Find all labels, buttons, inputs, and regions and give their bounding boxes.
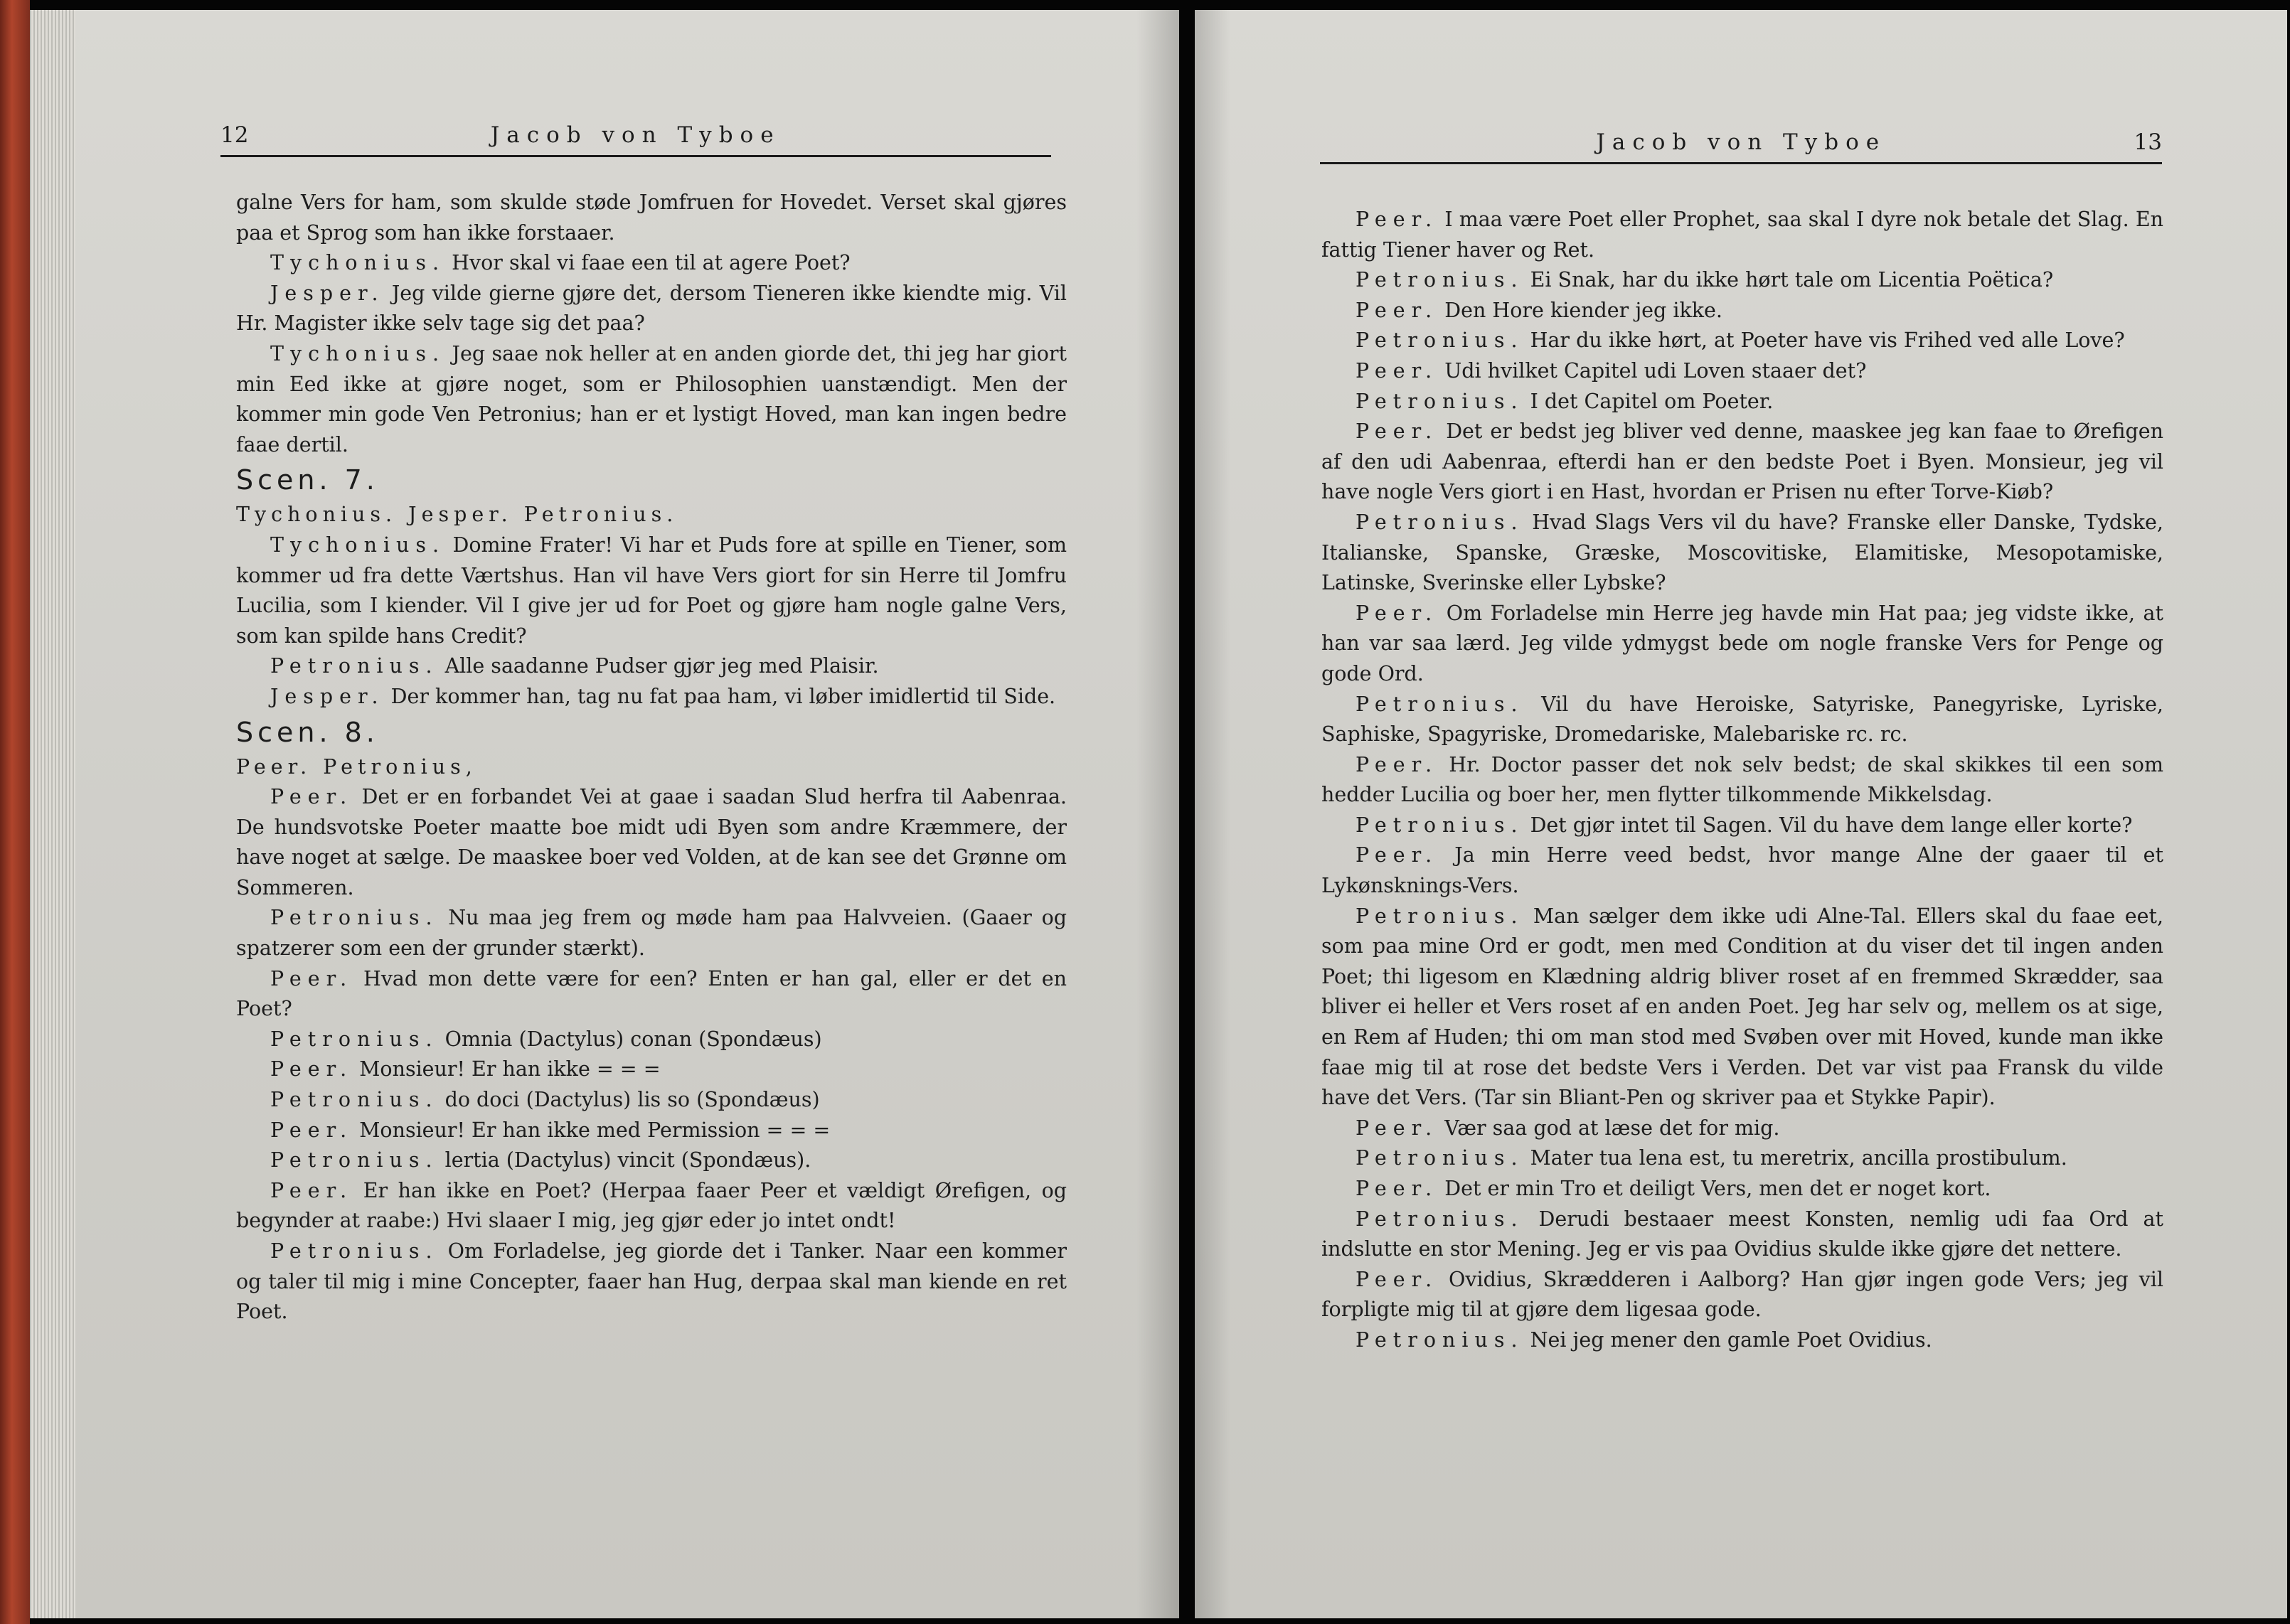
speaker-name: Jesper. — [270, 281, 385, 305]
speaker-name: Tychonius. — [270, 251, 446, 275]
speaker-name: Peer. — [270, 966, 353, 990]
dialogue-line — [236, 1025, 1067, 1055]
dialogue-text: Domine Frater! Vi har et Puds fore at spille en Tiener, som kommer ud fra dette Værtshus. Han vil have Vers giort for sin Herre til Jomfru Lucilia, som I kiender. Vil I give jer ud for Poet og gjøre ham nogle galne Vers, som kan spilde hans Credit? — [236, 533, 1067, 648]
dialogue-line — [236, 1054, 1067, 1085]
dialogue-line — [1321, 599, 2163, 690]
speaker-name: Petronius. — [1356, 1327, 1524, 1352]
speaker-name: Peer. — [270, 1178, 353, 1202]
dialogue-text: Ovidius, Skrædderen i Aalborg? Han gjør ingen gode Vers; jeg vil forpligte mig til at gjøre dem ligesaa gode. — [1321, 1267, 2163, 1322]
dialogue-line — [236, 782, 1067, 903]
left-page — [30, 10, 1179, 1618]
speaker-name: Petronius. — [1356, 328, 1524, 353]
speaker-name: Tychonius. — [270, 533, 446, 557]
running-title: Jacob von Tyboe — [490, 122, 781, 148]
speaker-name: Peer. — [1356, 1177, 1439, 1200]
dialogue-line — [236, 1085, 1067, 1116]
speaker-name: Petronius. — [1356, 510, 1524, 534]
running-title: Jacob von Tyboe — [1596, 129, 1887, 155]
dialogue-line — [236, 1116, 1067, 1146]
speaker-name: Jesper. — [270, 684, 385, 708]
speaker-name: Peer. — [1356, 843, 1439, 867]
dialogue-line — [236, 903, 1067, 963]
dialogue-text: Derudi bestaaer meest Konsten, nemlig udi faa Ord at indslutte en stor Mening. Jeg er vis paa Ovidius skulde ikke gjøre det nettere. — [1321, 1207, 2163, 1261]
dialogue-text: Nei jeg mener den gamle Poet Ovidius. — [1523, 1327, 1932, 1352]
right-page — [1195, 10, 2287, 1618]
dialogue-line — [1321, 1113, 2163, 1144]
speaker-name: Petronius. — [1356, 1207, 1524, 1231]
speaker-name: Petronius. — [1356, 904, 1524, 928]
dialogue-text: Hr. Doctor passer det nok selv bedst; de skal skikkes til een som hedder Lucilia og boer her, men flytter tilkommende Mikkelsdag. — [1321, 752, 2163, 807]
left-page-text — [236, 188, 1067, 1327]
dialogue-text: Har du ikke hørt, at Poeter have vis Frihed ved alle Love? — [1523, 328, 2125, 353]
right-page-text — [1321, 205, 2163, 1356]
dialogue-text: Vil du have Heroiske, Satyriske, Panegyriske, Lyriske, Saphiske, Spagyriske, Dromedariske, Malebariske rc. rc. — [1321, 692, 2163, 747]
dialogue-text: Ei Snak, har du ikke hørt tale om Licentia Poëtica? — [1523, 268, 2054, 292]
speaker-name: Petronius. — [1356, 1146, 1524, 1170]
dialogue-line — [236, 530, 1067, 651]
speaker-name: Peer. — [1356, 420, 1439, 444]
scene-heading: Scen. 7. — [236, 464, 379, 496]
dialogue-line — [1321, 356, 2163, 387]
dialogue-line — [236, 279, 1067, 339]
dialogue-text: Ja min Herre veed bedst, hvor mange Alne der gaaer til et Lykønsknings-Vers. — [1321, 843, 2163, 898]
dialogue-line — [1321, 296, 2163, 326]
dialogue-text: Monsieur! Er han ikke = = = — [353, 1057, 661, 1081]
dialogue-text: do doci (Dactylus) lis so (Spondæus) — [438, 1088, 820, 1112]
speaker-name: Petronius. — [1356, 389, 1524, 413]
speaker-name: Tychonius. — [270, 341, 446, 365]
dialogue-text: Jeg vilde gierne gjøre det, dersom Tieneren ikke kiendte mig. Vil Hr. Magister ikke selv tage sig det paa? — [236, 281, 1067, 336]
dialogue-text: Hvad Slags Vers vil du have? Franske eller Danske, Tydske, Italianske, Spanske, Græske, Moscovitiske, Elamitiske, Mesopotamiske, Latinske, Sverinske eller Lybske? — [1321, 510, 2163, 595]
dialogue-text: Udi hvilket Capitel udi Loven staaer det? — [1438, 358, 1867, 383]
dialogue-line — [236, 248, 1067, 279]
gutter-shadow — [1195, 10, 1230, 1618]
left-page-header — [220, 122, 1051, 157]
dialogue-line — [1321, 326, 2163, 356]
dialogue-text: Man sælger dem ikke udi Alne-Tal. Ellers skal du faae eet, som paa mine Ord er godt, men med Condition at du viser det til ingen anden Poet; thi ligesom en Klædning aldrig bliver roset af en fremmed Skrædder, saa bliver ei heller et Vers roset af en anden Poet. Jeg har selv og, mellem os at sige, en Rem af Huden; thi om man stod med Svøben over mit Hoved, kunde man ikke faae mig til at rose det bedste Vers i Verden. Det var vist paa Fransk du vilde have det Vers. (Tar sin Bliant-Pen og skriver paa et Stykke Papir). — [1321, 904, 2163, 1110]
speaker-name: Peer. — [1356, 298, 1439, 322]
dialogue-text: Det er bedst jeg bliver ved denne, maaskee jeg kan faae to Ørefigen af den udi Aabenraa, efterdi han er den bedste Poet i Byen. Monsieur, jeg vil have nogle Vers giort i en Hast, hvordan er Prisen nu efter Torve-Kiøb? — [1321, 420, 2163, 504]
dialogue-text: Hvor skal vi faae een til at agere Poet? — [445, 251, 851, 275]
scene-heading: Scen. 8. — [236, 716, 379, 748]
speaker-name: Peer. — [1356, 601, 1439, 625]
dialogue-text: Den Hore kiender jeg ikke. — [1438, 298, 1722, 322]
dialogue-text: I det Capitel om Poeter. — [1523, 389, 1774, 413]
dialogue-line — [1321, 1325, 2163, 1356]
dialogue-line — [236, 1236, 1067, 1327]
speaker-name: Petronius. — [270, 1239, 439, 1263]
speaker-name: Petronius. — [270, 906, 439, 930]
dialogue-text: Mater tua lena est, tu meretrix, ancilla prostibulum. — [1523, 1146, 2067, 1170]
dialogue-line — [1321, 1265, 2163, 1325]
speaker-name: Peer. — [270, 1057, 353, 1081]
gutter-shadow — [1136, 10, 1179, 1618]
speaker-name: Petronius. — [270, 1088, 439, 1112]
dialogue-line — [1321, 840, 2163, 901]
speaker-name: Peer. — [270, 1118, 353, 1142]
dialogue-text: Det er min Tro et deiligt Vers, men det er noget kort. — [1438, 1177, 1991, 1200]
dialogue-line — [236, 1145, 1067, 1176]
dialogue-text: Monsieur! Er han ikke med Permission = = = — [353, 1118, 831, 1142]
dialogue-text: Der kommer han, tag nu fat paa ham, vi løber imidlertid til Side. — [384, 684, 1056, 708]
dialogue-line — [1321, 1204, 2163, 1265]
page-stack-edge — [30, 10, 75, 1618]
dialogue-text: Det gjør intet til Sagen. Vil du have dem lange eller korte? — [1523, 813, 2133, 837]
dialogue-text: lertia (Dactylus) vincit (Spondæus). — [438, 1148, 811, 1172]
speaker-name: Peer. — [1356, 1267, 1439, 1291]
dialogue-text: Er han ikke en Poet? (Herpaa faaer Peer et vældigt Ørefigen, og begynder at raabe:) Hvi slaaer I mig, jeg gjør eder jo intet ondt! — [236, 1178, 1067, 1233]
speaker-name: Peer. — [1356, 208, 1439, 231]
scene-characters: Peer. Petronius, — [236, 754, 477, 779]
dialogue-text: Om Forladelse min Herre jeg havde min Hat paa; jeg vidste ikke, at han var saa lærd. Jeg vilde ydmygst bede om nogle franske Vers for Penge og gode Ord. — [1321, 601, 2163, 685]
dialogue-line — [1321, 750, 2163, 811]
dialogue-line — [236, 1176, 1067, 1236]
dialogue-text: Alle saadanne Pudser gjør jeg med Plaisir. — [438, 654, 879, 678]
speaker-name: Petronius. — [270, 1148, 439, 1172]
speaker-name: Peer. — [1356, 358, 1439, 383]
page-number: 12 — [220, 122, 249, 148]
dialogue-text: Det er en forbandet Vei at gaae i saadan Slud herfra til Aabenraa. De hundsvotske Poeter maatte boe midt udi Byen som andre Kræmmere, der have noget at sælge. De maaskee boer ved Volden, at de kan see det Grønne om Sommeren. — [236, 785, 1067, 899]
dialogue-line — [1321, 265, 2163, 296]
dialogue-line — [1321, 387, 2163, 417]
dialogue-text: Omnia (Dactylus) conan (Spondæus) — [438, 1027, 822, 1051]
speaker-name: Petronius. — [1356, 268, 1524, 292]
dialogue-line — [1321, 417, 2163, 508]
dialogue-text: Vær saa god at læse det for mig. — [1438, 1116, 1780, 1140]
right-page-header — [1320, 129, 2162, 164]
speaker-name: Peer. — [1356, 1116, 1439, 1140]
dialogue-text: Jeg saae nok heller at en anden giorde det, thi jeg har giort min Eed ikke at gjøre noget, som er Philosophien uanstændigt. Men der kommer min gode Ven Petronius; han er et lystigt Hoved, man kan ingen bedre faae dertil. — [236, 341, 1067, 456]
dialogue-text: Nu maa jeg frem og møde ham paa Halvveien. (Gaaer og spatzerer som een der grunder stærkt). — [236, 906, 1067, 961]
speaker-name: Petronius. — [1356, 813, 1524, 837]
dialogue-line — [1321, 690, 2163, 750]
dialogue-text: Hvad mon dette være for een? Enten er han gal, eller er det en Poet? — [236, 966, 1067, 1021]
dialogue-line — [1321, 1143, 2163, 1174]
book-edge — [0, 0, 30, 1624]
speaker-name: Petronius. — [270, 654, 439, 678]
dialogue-line — [1321, 205, 2163, 265]
continued-text: galne Vers for ham, som skulde støde Jomfruen for Hovedet. Verset skal gjøres paa et Sprog som han ikke forstaaer. — [236, 191, 1067, 245]
dialogue-text: I maa være Poet eller Prophet, saa skal I dyre nok betale det Slag. En fattig Tiener haver og Ret. — [1321, 208, 2163, 262]
dialogue-text: Om Forladelse, jeg giorde det i Tanker. Naar een kommer og taler til mig i mine Concepter, faaer han Hug, derpaa skal man kiende en ret Poet. — [236, 1239, 1067, 1324]
speaker-name: Petronius. — [1356, 692, 1524, 716]
dialogue-line — [1321, 1174, 2163, 1204]
dialogue-line — [236, 964, 1067, 1025]
dialogue-line — [1321, 902, 2163, 1113]
speaker-name: Peer. — [270, 785, 353, 809]
speaker-name: Petronius. — [270, 1027, 439, 1051]
dialogue-line — [236, 682, 1067, 712]
scene-characters: Tychonius. Jesper. Petronius. — [236, 503, 678, 527]
dialogue-line — [1321, 508, 2163, 599]
dialogue-line — [1321, 811, 2163, 841]
page-number: 13 — [2134, 129, 2162, 155]
speaker-name: Peer. — [1356, 752, 1439, 776]
dialogue-line — [236, 651, 1067, 682]
dialogue-line — [236, 339, 1067, 460]
